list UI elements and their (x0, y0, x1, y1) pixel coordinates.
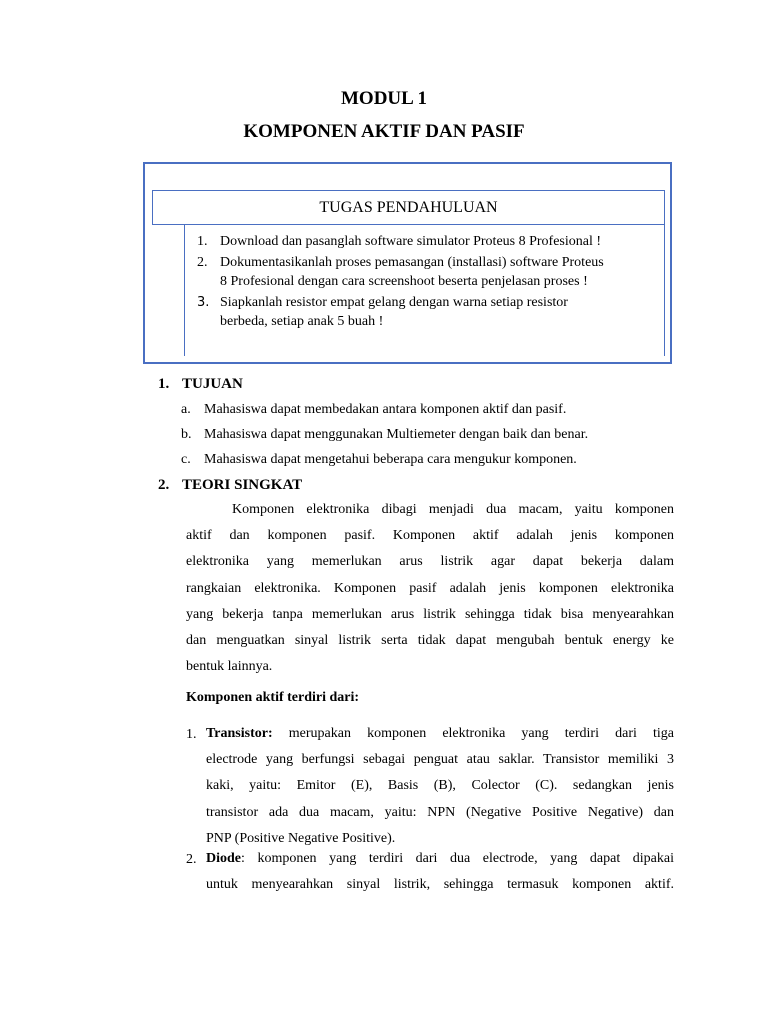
task-list (190, 232, 660, 333)
objective-letter: c. (181, 452, 191, 467)
active-components-subheading: Komponen aktif terdiri dari: (186, 690, 360, 705)
paragraph-line: dan menguatkan sinyal listrik serta tidak dapat mengubah bentuk energy ke (186, 632, 674, 648)
paragraph-line: Komponen elektronika dibagi menjadi dua macam, yaitu komponen (232, 502, 674, 517)
component-line: transistor ada dua macam, yaitu: NPN (Negative Positive Negative) dan (206, 804, 674, 820)
task-item-line: Dokumentasikanlah proses pemasangan (installasi) software Proteus (220, 255, 604, 270)
task-item (190, 293, 660, 331)
section-teori-heading (158, 477, 458, 497)
section-title: TUJUAN (182, 376, 243, 392)
objective-letter: a. (181, 402, 191, 417)
task-item-number: 3. (197, 295, 210, 310)
paragraph-line: bentuk lainnya. (186, 659, 273, 675)
objective-item (181, 402, 661, 420)
task-item-number: 2. (197, 255, 208, 270)
component-line: Transistor: merupakan komponen elektronika yang terdiri dari tiga (206, 726, 675, 741)
objective-letter: b. (181, 427, 192, 442)
section-tujuan-heading (158, 376, 458, 396)
component-line: electrode yang berfungsi sebagai penguat atau saklar. Transistor memiliki 3 (206, 752, 674, 768)
task-item (190, 232, 660, 251)
component-line: PNP (Positive Negative Positive). (206, 830, 396, 846)
task-item (190, 253, 660, 291)
section-number: 2. (158, 477, 170, 493)
component-term: Diode (206, 851, 241, 866)
component-line: untuk menyearahkan sinyal listrik, sehingga termasuk komponen aktif. (206, 877, 674, 893)
objective-item (181, 452, 661, 470)
component-number: 2. (186, 852, 197, 867)
component-line: Diode: komponen yang terdiri dari dua electrode, yang dapat dipakai (206, 851, 674, 866)
task-item-line: 8 Profesional dengan cara screenshoot beserta penjelasan proses ! (220, 274, 588, 289)
objective-text: Mahasiswa dapat membedakan antara komponen aktif dan pasif. (204, 402, 567, 417)
section-title: TEORI SINGKAT (182, 477, 303, 493)
section-number: 1. (158, 376, 170, 392)
task-box-right-rule (664, 225, 665, 356)
objective-item (181, 427, 661, 445)
task-item-line: berbeda, setiap anak 5 buah ! (220, 314, 384, 329)
objective-text: Mahasiswa dapat menggunakan Multiemeter dengan baik dan benar. (204, 427, 589, 442)
task-item-line: Download dan pasanglah software simulator Proteus 8 Profesional ! (220, 234, 602, 249)
component-line: kaki, yaitu: Emitor (E), Basis (B), Colector (C). sedangkan jenis (206, 778, 674, 794)
component-transistor (206, 721, 674, 852)
component-number: 1. (186, 727, 197, 742)
task-item-line: Siapkanlah resistor empat gelang dengan warna setiap resistor (220, 295, 568, 310)
paragraph-line: aktif dan komponen pasif. Komponen aktif adalah jenis komponen (186, 528, 674, 544)
task-item-number: 1. (197, 234, 208, 249)
theory-paragraph (186, 497, 674, 680)
component-term: Transistor: (206, 726, 273, 741)
module-number: MODUL 1 (340, 88, 428, 109)
objective-text: Mahasiswa dapat mengetahui beberapa cara mengukur komponen. (204, 452, 577, 467)
paragraph-line: yang bekerja tanpa memerlukan arus listrik sehingga tidak bisa menyearahkan (186, 606, 674, 622)
task-box-heading: TUGAS PENDAHULUAN (152, 190, 665, 225)
component-diode (206, 846, 674, 898)
page-title: KOMPONEN AKTIF DAN PASIF (243, 121, 525, 142)
paragraph-line: rangkaian elektronika. Komponen pasif adalah jenis komponen elektronika (186, 580, 674, 596)
paragraph-line: elektronika yang memerlukan arus listrik agar dapat bekerja dalam (186, 554, 674, 570)
task-box-left-rule (184, 225, 185, 356)
